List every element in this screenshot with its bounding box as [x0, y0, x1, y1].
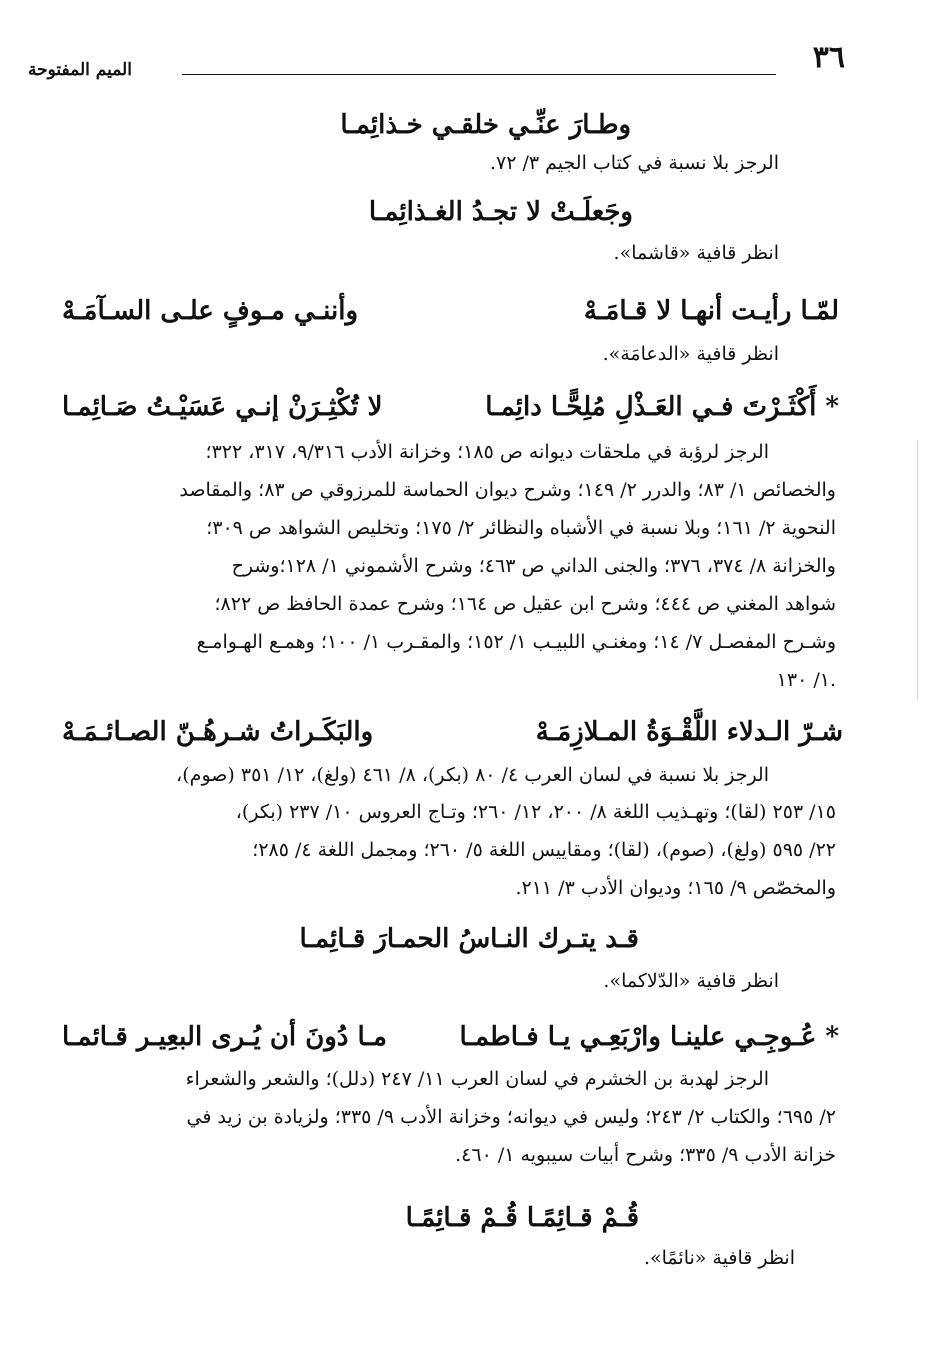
verse-centered: وطـارَ عنِّـي خلقـي خـذائِمـا [340, 110, 631, 140]
verse-hemistich-right: * عُـوجِـي علينـا وارْبَعِـي يـا فـاطمـا [459, 1022, 839, 1052]
verse-hemistich-right: شـرّ الـدلاء اللَّقْـوَةُ المـلازِمَـهْ [535, 717, 843, 747]
prose-line: النحوية ٢/ ١٦١؛ وبلا نسبة في الأشباه والنظائر ٢/ ١٧٥؛ وتخليص الشواهد ص ٣٠٩؛ [206, 517, 836, 539]
prose-line: والمخصّص ٩/ ١٦٥؛ وديوان الأدب ٣/ ٢١١. [515, 877, 836, 899]
verse-hemistich-right: * أَكْثَـرْتَ فـي العَـذْلِ مُلِحًّـا دائِمـا [485, 392, 839, 422]
scan-edge-line [917, 440, 918, 700]
prose-line: وشـرح المفصـل ٧/ ١٤؛ ومغنـي اللبيـب ١/ ١٥٢؛ والمقـرب ١/ ١٠٠؛ وهمـع الهـوامـع [196, 631, 836, 653]
page-number: ٣٦ [812, 40, 845, 75]
verse-hemistich-left: مـا دُونَ أن يُـرى البعِيـر قـائمـا [62, 1022, 387, 1052]
prose-line: الرجز لهدبة بن الخشرم في لسان العرب ١١/ ٢٤٧ (دلل)؛ والشعر والشعراء [185, 1068, 769, 1090]
verse-hemistich-left: والبَكَـراتُ شـرهُـنّ الصـائـمَـهْ [62, 717, 374, 747]
verse-hemistich-left: وأننـي مـوفٍ علـى السـآمَـهْ [62, 296, 359, 326]
running-title: الميم المفتوحة [28, 60, 132, 80]
prose-line: خزانة الأدب ٩/ ٣٣٥؛ وشرح أبيات سيبويه ١/ ٤٦٠. [455, 1144, 836, 1166]
prose-line: انظر قافية «الدّلاكما». [603, 970, 779, 992]
verse-centered: وجَعلَـتْ لا تجـدُ الغـذائِمـا [368, 197, 633, 227]
prose-line: ١/ ١٣٠. [776, 669, 836, 691]
verse-centered: قُـمْ قـائِمًـا قُـمْ قـائِمًـا [405, 1203, 639, 1233]
prose-line: والخزانة ٨/ ٣٧٤، ٣٧٦؛ والجنى الداني ص ٤٦٣؛ وشرح الأشموني ١/ ١٢٨؛وشرح [231, 555, 836, 577]
prose-line: ٢٢/ ٥٩٥ (ولغ)، (صوم)، (لقا)؛ ومقاييس اللغة ٥/ ٢٦٠؛ ومجمل اللغة ٤/ ٢٨٥؛ [252, 839, 836, 861]
prose-line: ٢/ ٦٩٥؛ والكتاب ٢/ ٢٤٣؛ وليس في ديوانه؛ وخزانة الأدب ٩/ ٣٣٥؛ ولزيادة بن زيد في [186, 1106, 836, 1128]
prose-line: انظر قافية «الدعامَة». [602, 343, 779, 365]
prose-line: انظر قافية «قاشما». [613, 242, 779, 264]
verse-centered: قـد يتـرك النـاسُ الحمـارَ قـائِمـا [299, 924, 639, 954]
prose-line: الرجز بلا نسبة في لسان العرب ٤/ ٨٠ (بكر)، ٨/ ٤٦١ (ولغ)، ١٢/ ٣٥١ (صوم)، [176, 764, 769, 786]
prose-line: الرجز لرؤبة في ملحقات ديوانه ص ١٨٥؛ وخزانة الأدب ٩/٣١٦، ٣١٧، ٣٢٢؛ [205, 441, 769, 463]
prose-line: والخصائص ١/ ٨٣؛ والدرر ٢/ ١٤٩؛ وشرح ديوان الحماسة للمرزوقي ص ٨٣؛ والمقاصد [179, 479, 836, 501]
verse-hemistich-right: لمّـا رأيـت أنهـا لا قـامَـهْ [583, 296, 839, 326]
prose-line: شواهد المغني ص ٤٤٤؛ وشرح ابن عقيل ص ١٦٤؛ وشرح عمدة الحافظ ص ٨٢٢؛ [214, 593, 836, 615]
prose-line: ١٥/ ٢٥٣ (لقا)؛ وتهـذيب اللغة ٨/ ٢٠٠، ١٢/ ٢٦٠؛ وتـاج العروس ١٠/ ٢٣٧ (بكر)، [235, 801, 836, 823]
prose-line: الرجز بلا نسبة في كتاب الجيم ٣/ ٧٢. [489, 152, 779, 174]
verse-hemistich-left: لا تُكْثِـرَنْ إنـي عَسَيْـتُ صَـائِمـا [62, 392, 383, 422]
header-rule [182, 74, 776, 75]
prose-line: انظر قافية «نائمًا». [643, 1247, 795, 1269]
